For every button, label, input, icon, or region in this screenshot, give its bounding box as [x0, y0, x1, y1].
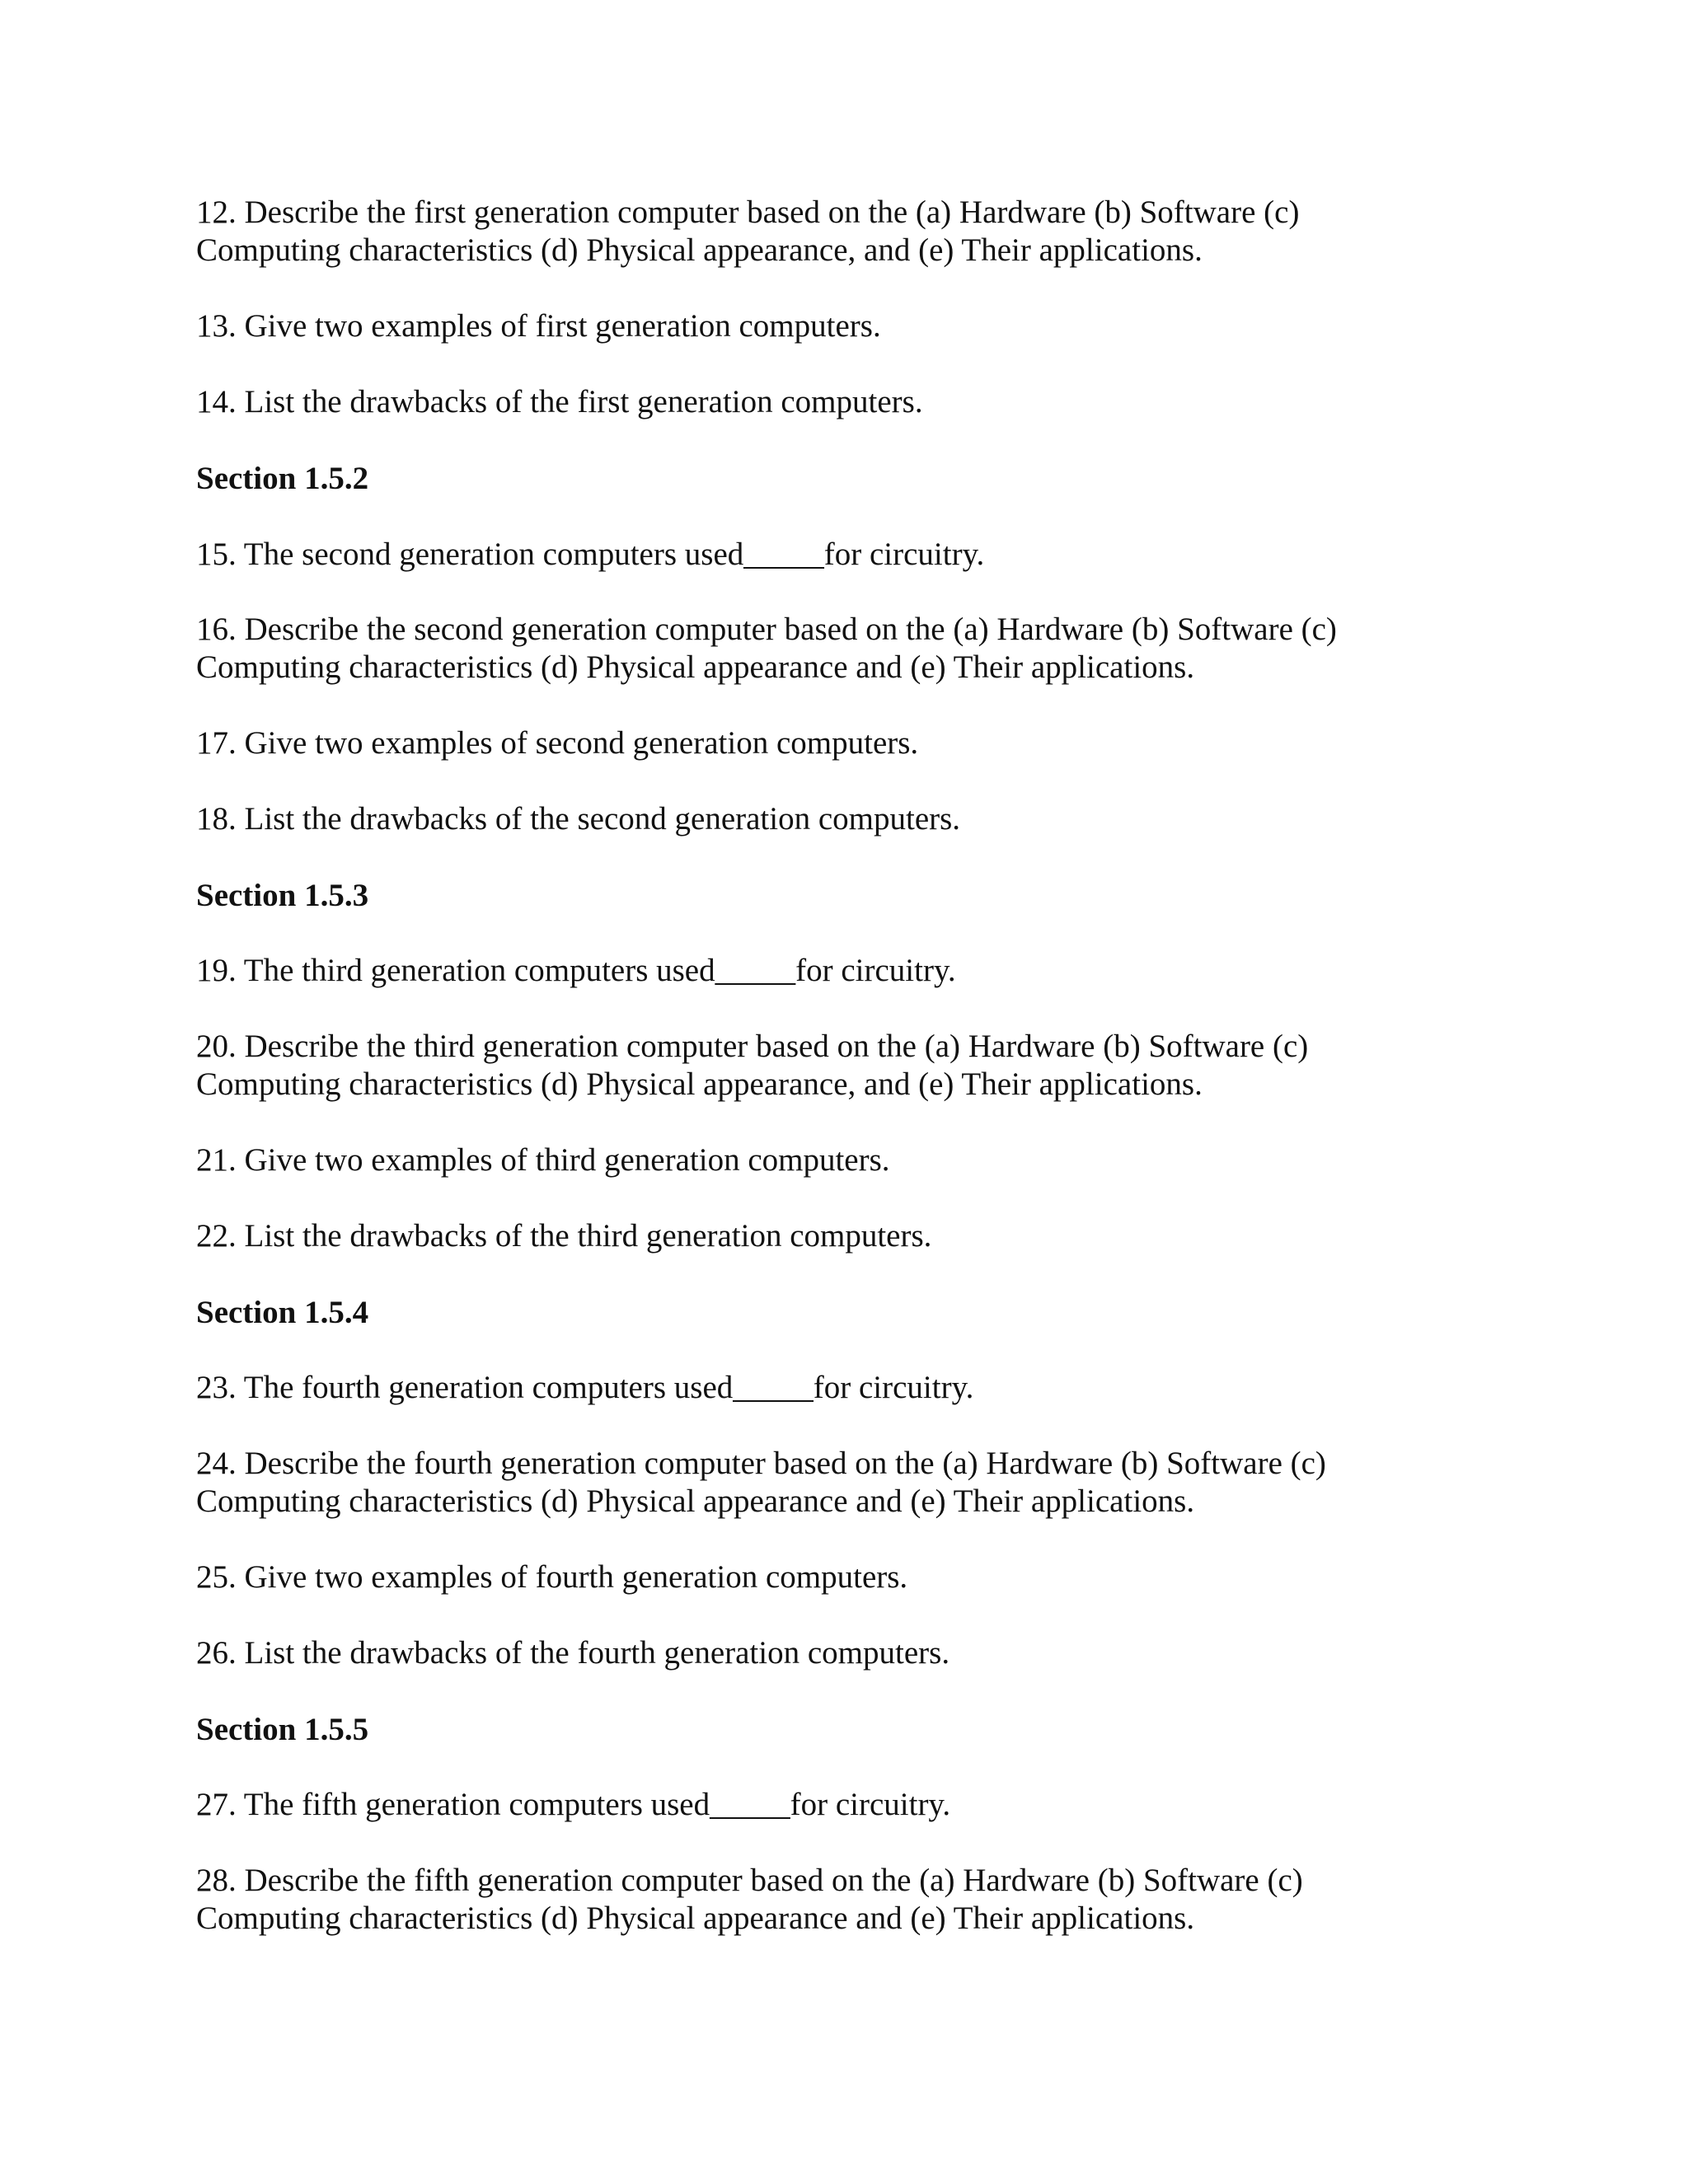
question-19: 19. The third generation computers used_____for circuitry. [196, 953, 956, 988]
question-27: 27. The fifth generation computers used_____for circuitry. [196, 1787, 951, 1822]
question-24-line-2: Computing characteristics (d) Physical appearance and (e) Their applications. [196, 1483, 1195, 1519]
question-26: 26. List the drawbacks of the fourth generation computers. [196, 1635, 950, 1671]
question-22: 22. List the drawbacks of the third generation computers. [196, 1218, 932, 1254]
question-23: 23. The fourth generation computers used_____for circuitry. [196, 1370, 974, 1405]
question-17: 17. Give two examples of second generation computers. [196, 725, 919, 761]
section-heading-1-5-2: Section 1.5.2 [196, 461, 369, 496]
question-21: 21. Give two examples of third generation computers. [196, 1142, 890, 1178]
section-heading-1-5-4: Section 1.5.4 [196, 1295, 369, 1330]
question-28-line-2: Computing characteristics (d) Physical appearance and (e) Their applications. [196, 1900, 1195, 1936]
question-13: 13. Give two examples of first generation computers. [196, 308, 881, 344]
question-12-line-2: Computing characteristics (d) Physical appearance, and (e) Their applications. [196, 232, 1203, 268]
question-16-line-1: 16. Describe the second generation computer based on the (a) Hardware (b) Software (c) [196, 612, 1337, 647]
question-20-line-1: 20. Describe the third generation computer based on the (a) Hardware (b) Software (c) [196, 1029, 1309, 1064]
question-24-line-1: 24. Describe the fourth generation computer based on the (a) Hardware (b) Software (c) [196, 1446, 1326, 1481]
question-14: 14. List the drawbacks of the first generation computers. [196, 384, 923, 419]
question-25: 25. Give two examples of fourth generation computers. [196, 1559, 908, 1595]
question-28-line-1: 28. Describe the fifth generation computer based on the (a) Hardware (b) Software (c) [196, 1863, 1303, 1898]
section-heading-1-5-5: Section 1.5.5 [196, 1712, 369, 1747]
question-18: 18. List the drawbacks of the second generation computers. [196, 801, 961, 837]
section-heading-1-5-3: Section 1.5.3 [196, 878, 369, 913]
question-16-line-2: Computing characteristics (d) Physical appearance and (e) Their applications. [196, 649, 1195, 685]
question-20-line-2: Computing characteristics (d) Physical appearance, and (e) Their applications. [196, 1066, 1203, 1102]
question-12-line-1: 12. Describe the first generation computer based on the (a) Hardware (b) Software (c) [196, 194, 1300, 230]
question-15: 15. The second generation computers used_____for circuitry. [196, 537, 985, 572]
